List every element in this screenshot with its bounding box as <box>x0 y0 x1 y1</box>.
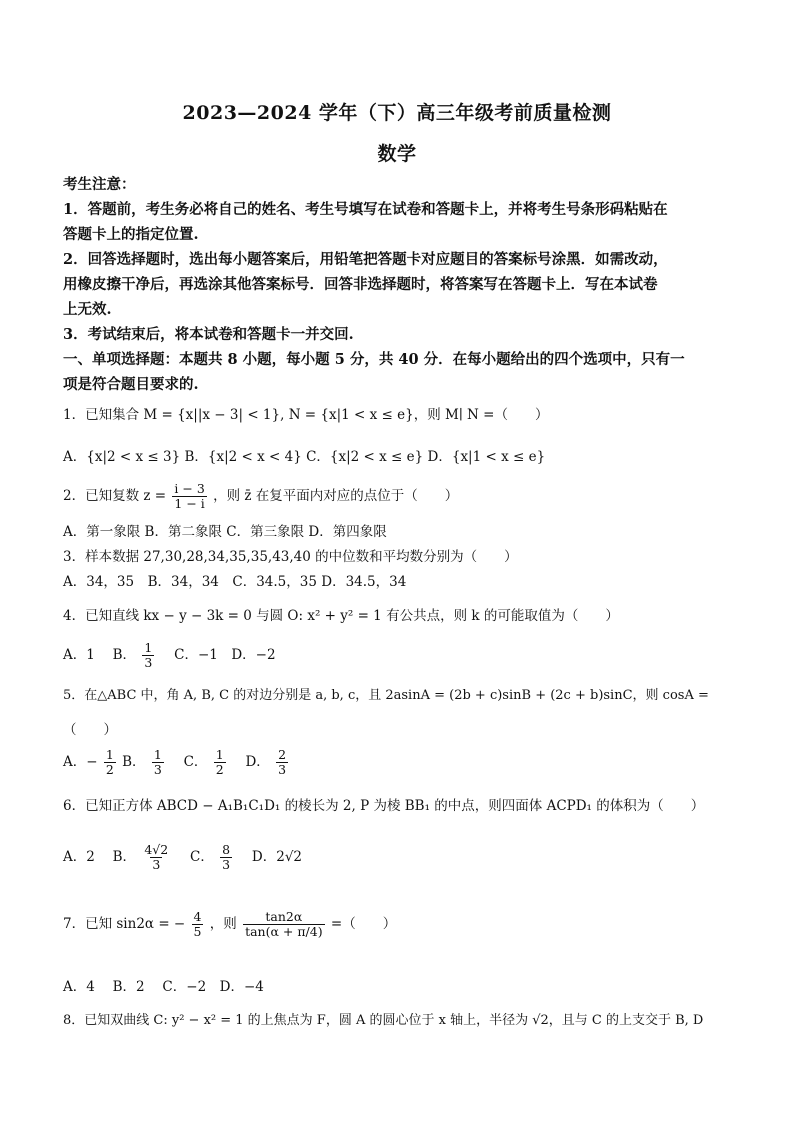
fraction-denominator: 5 <box>193 924 202 939</box>
question-7-stem-pre: 7．已知 sin2α = − <box>63 916 186 932</box>
fraction-numerator: 1 <box>153 747 162 762</box>
question-5-option-d-fraction <box>276 748 288 777</box>
fraction-denominator: 2 <box>215 762 224 777</box>
fraction-denominator: 3 <box>222 857 231 872</box>
question-2-fraction <box>172 482 206 511</box>
question-6-option-b-fraction <box>142 843 170 872</box>
question-5-option-c-label: C． <box>170 754 208 770</box>
question-5-option-a-label: A．− <box>63 754 98 770</box>
fraction-numerator: 2 <box>278 747 287 762</box>
question-5-option-b-fraction <box>152 748 164 777</box>
notice-line-2: 答题卡上的指定位置. <box>63 226 199 243</box>
question-4-option-rest: C．−1 D．−2 <box>160 647 276 663</box>
question-3-options: A．34，35 B．34，34 C．34.5，35 D．34.5，34 <box>63 574 407 590</box>
exam-title: 2023—2024 学年（下）高三年级考前质量检测 <box>182 102 612 124</box>
question-1-options: A．{x|2 < x ≤ 3} B．{x|2 < x < 4} C．{x|2 < x ≤ e} D．{x|1 < x ≤ e} <box>63 449 546 465</box>
question-5-stem: 5．在△ABC 中，角 A, B, C 的对边分别是 a, b, c，且 2asinA = (2b + c)sinB + (2c + b)sinC，则 cosA = <box>63 688 709 703</box>
question-5-option-c-fraction <box>214 748 226 777</box>
question-5-option-d-label: D． <box>231 754 270 770</box>
fraction-numerator: 8 <box>222 842 231 857</box>
fraction-denominator: 1 − i <box>174 496 205 511</box>
fraction-denominator: 2 <box>105 762 114 777</box>
question-2-options: A．第一象限 B．第二象限 C．第三象限 D．第四象限 <box>63 524 387 540</box>
fraction-denominator: 3 <box>152 857 161 872</box>
question-6-option-c-label: C． <box>176 849 214 865</box>
question-5-option-b-label: B． <box>122 754 146 770</box>
fraction-numerator: 4√2 <box>144 842 169 857</box>
fraction-denominator: 3 <box>153 762 162 777</box>
question-2-stem-post: ，则 z̄ 在复平面内对应的点位于（ ） <box>213 488 459 504</box>
question-5-options <box>63 748 739 777</box>
fraction-numerator: 1 <box>144 640 153 655</box>
question-7-expression-fraction <box>243 910 325 939</box>
question-1-stem: 1．已知集合 M = {x||x − 3| < 1}, N = {x|1 < x ≤ e}，则 M∣ N =（ ） <box>63 407 549 423</box>
question-2-stem <box>63 482 739 511</box>
notice-line-5: 上无效. <box>63 301 112 318</box>
question-3-stem: 3．样本数据 27,30,28,34,35,35,43,40 的中位数和平均数分别为（ ） <box>63 549 518 565</box>
question-4-option-a: A．1 B． <box>63 647 137 663</box>
question-7-given-fraction <box>192 910 204 939</box>
question-8-stem: 8．已知双曲线 C: y² − x² = 1 的上焦点为 F，圆 A 的圆心位于 x 轴上，半径为 √2，且与 C 的上支交于 B, D <box>63 1013 704 1028</box>
notice-line-4: 用橡皮擦干净后，再选涂其他答案标号．回答非选择题时，将答案写在答题卡上．写在本试卷 <box>63 276 658 293</box>
question-6-stem: 6．已知正方体 ABCD − A₁B₁C₁D₁ 的棱长为 2, P 为棱 BB₁ 的中点，则四面体 ACPD₁ 的体积为（ ） <box>63 798 705 814</box>
fraction-denominator: 3 <box>278 762 287 777</box>
fraction-numerator: i − 3 <box>174 481 205 496</box>
question-5-paren: （ ） <box>63 722 117 738</box>
question-6-options <box>63 843 739 872</box>
question-6-option-d: D．2√2 <box>238 849 303 865</box>
section-heading-line-1: 一、单项选择题：本题共 8 小题，每小题 5 分，共 40 分．在每小题给出的四个选项中，只有一 <box>63 351 685 368</box>
question-7-stem-mid: ，则 <box>209 916 237 932</box>
question-7-stem-post: =（ ） <box>330 916 397 932</box>
subject-title: 数学 <box>377 143 417 165</box>
fraction-numerator: 4 <box>193 909 202 924</box>
question-4-option-b-fraction <box>142 641 154 670</box>
notice-heading: 考生注意： <box>63 176 136 193</box>
fraction-denominator: 3 <box>144 655 153 670</box>
question-6-option-a: A．2 B． <box>63 849 137 865</box>
question-4-stem: 4．已知直线 kx − y − 3k = 0 与圆 O: x² + y² = 1 有公共点，则 k 的可能取值为（ ） <box>63 608 619 624</box>
fraction-numerator: 1 <box>215 747 224 762</box>
section-heading-line-2: 项是符合题目要求的. <box>63 376 199 393</box>
fraction-numerator: tan2α <box>265 909 303 924</box>
fraction-denominator: tan(α + π/4) <box>245 924 323 939</box>
notice-line-6: 3．考试结束后，将本试卷和答题卡一并交回. <box>63 326 354 343</box>
notice-line-1: 1．答题前，考生务必将自己的姓名、考生号填写在试卷和答题卡上，并将考生号条形码粘贴在 <box>63 201 668 218</box>
question-5-option-a-fraction <box>104 748 116 777</box>
question-7-stem <box>63 910 739 939</box>
question-2-stem-pre: 2．已知复数 z = <box>63 488 167 504</box>
fraction-numerator: 1 <box>105 747 114 762</box>
question-6-option-c-fraction <box>220 843 232 872</box>
notice-line-3: 2．回答选择题时，选出每小题答案后，用铅笔把答题卡对应题目的答案标号涂黑．如需改动， <box>63 251 668 268</box>
question-7-options: A．4 B．2 C．−2 D．−4 <box>63 979 264 995</box>
question-4-options <box>63 641 739 670</box>
